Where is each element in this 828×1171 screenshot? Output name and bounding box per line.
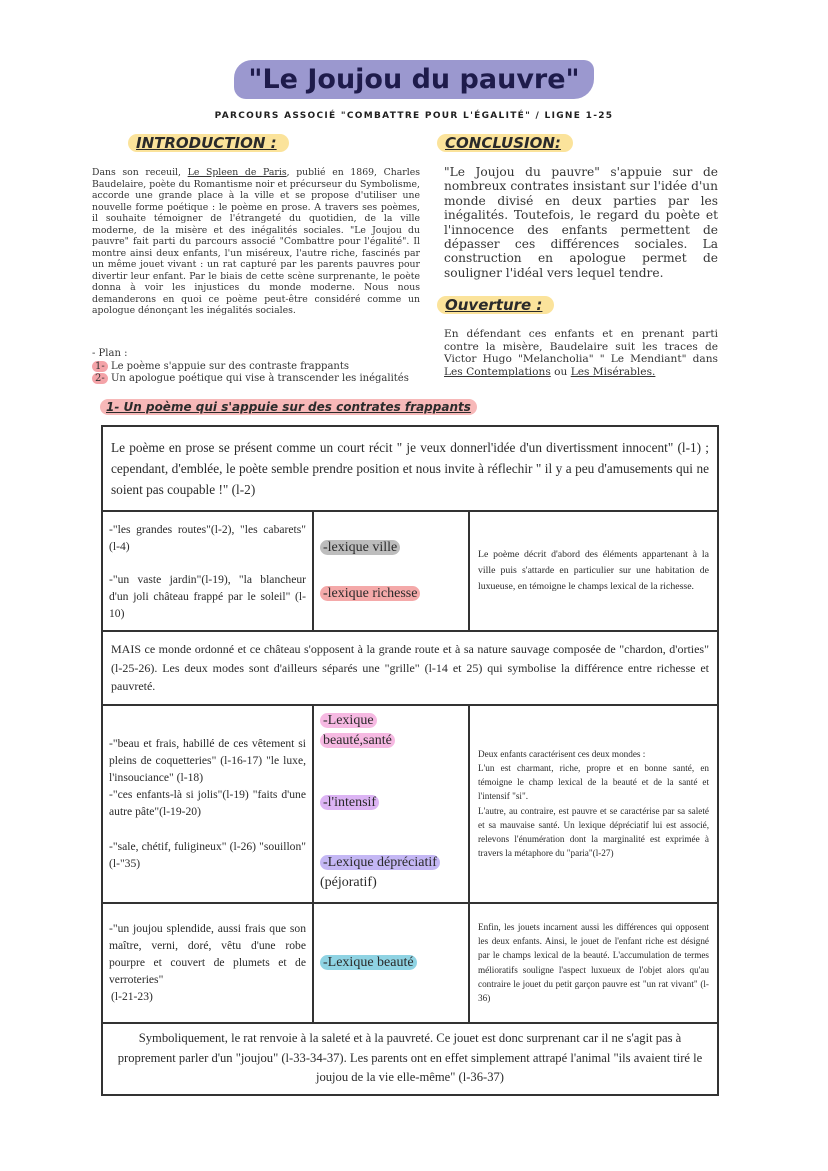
- quotes-cell: [102, 705, 313, 903]
- plan-item: [92, 373, 420, 386]
- lexique-richesse-label: -lexique richesse: [320, 586, 420, 601]
- quote-group: -"ces enfants-là si jolis"(l-19) "faits d'une autre pâte"(l-19-20): [109, 788, 306, 818]
- work-miserables: Les Misérables.: [570, 365, 656, 378]
- work-contemplations: Les Contemplations: [444, 365, 551, 378]
- comment-line: L'un est charmant, riche, propre et en bonne santé, en témoigne le champ lexical de la beauté et de la santé et l'intensif "si".: [478, 762, 709, 802]
- comment-cell: Enfin, les jouets incarnent aussi les différences qui opposent les deux enfants. Ainsi, le jouet de l'enfant riche est désigné par le champs lexical de la beauté. L'accumulation de termes mélioratifs souligne l'aspect luxueux de l'objet alors qu'au contraire le jouet du petit garçon pauvre est "un rat vivant" (l-36): [469, 903, 718, 1023]
- comment-line: Deux enfants caractérisent ces deux mondes :: [478, 748, 646, 759]
- comment-line: L'autre, au contraire, est pauvre et se caractérise par sa saleté et sa mauvaise santé. Un lexique dépréciatif lui est associé, relevons l'énumération dont la marginalité est exprimée à travers la métaphore du "paria"(l-27): [478, 805, 709, 859]
- quote-group: -"les grandes routes"(l-2), "les cabarets" (l-4): [109, 522, 306, 553]
- lexique-cell: [313, 705, 469, 903]
- conclusion-heading-wrap: [437, 134, 573, 153]
- quote-ref: (l-21-23): [111, 990, 153, 1003]
- page-subtitle: PARCOURS ASSOCIÉ "COMBATTRE POUR L'ÉGALITÉ" / LIGNE 1-25: [214, 111, 614, 121]
- table-row: [102, 705, 718, 903]
- introduction-heading-wrap: [128, 134, 289, 153]
- plan-item: [92, 361, 420, 374]
- quote-group: -"un vaste jardin"(l-19), "la blancheur d'un joli château frappé par le soleil" (l-10): [109, 572, 306, 620]
- quote-group: -"beau et frais, habillé de ces vêtement si pleins de coquetteries" (l-16-17) "le luxe, l'insouciance" (l-18): [109, 737, 306, 784]
- ouverture-heading: Ouverture :: [437, 296, 554, 314]
- ouverture-body: En défendant ces enfants et en prenant parti contre la misère, Baudelaire suit les traces de Victor Hugo "Melancholia" " Le Mendiant" dans: [444, 328, 718, 366]
- intro-row-cell: Le poème en prose se présent comme un court récit " je veux donnerl'idée d'un divertissment innocent" (l-1) ; cependant, d'emblée, le poète semble prendre position et nous invite à réflechir " il y a peu d'amusements qui ne soient pas coupable !" (l-2): [102, 426, 718, 511]
- table-row: [102, 1023, 718, 1095]
- lexique-beaute-sante-label: -Lexique: [320, 713, 377, 728]
- final-row-cell: Symboliquement, le rat renvoie à la saleté et à la pauvreté. Ce jouet est donc surprenant car il ne s'agit pas à proprement parler d'un "joujou" (l-33-34-37). Les parents ont en effet simplement attrapé l'animal "ils avaient tiré le joujou de la vie elle-même" (l-36-37): [102, 1023, 718, 1095]
- plan-label: - Plan :: [92, 348, 128, 359]
- table-row: [102, 426, 718, 511]
- table-row: [102, 631, 718, 705]
- ouverture-connector: ou: [550, 365, 571, 378]
- middle-row-cell: MAIS ce monde ordonné et ce château s'opposent à la grande route et à sa nature sauvage composée de "chardon, d'orties" (l-25-26). Les deux modes sont d'ailleurs séparés une "grille" (l-14 et 25) qui symbolise la différence entre richesse et pauvreté.: [102, 631, 718, 705]
- plan-block: [92, 348, 420, 386]
- lexique-depreciatif-label: -Lexique dépréciatif: [320, 855, 440, 870]
- conclusion-heading: CONCLUSION:: [437, 134, 573, 152]
- introduction-text: [92, 167, 420, 317]
- intro-text-rest: , publié en 1869, Charles Baudelaire, poète du Romantisme noir et précurseur du Symbolisme, accorde une grande place à la ville et se propose d'utiliser une nouvelle forme poétique : le poème en prose. A travers ses poèmes, il souhaite témoigner de l'étrangeté du quotidien, de la ville moderne, de la misère et des inégalités sociales. "Le Joujou du pauvre" fait parti du parcours associé "Combattre pour l'égalité". Il montre ainsi deux enfants, l'un miséreux, l'autre riche, fascinés par un même jouet vivant : un rat capturé par les parents pauvres pour divertir leur enfant. Par le biais de cette scène surprenante, le poète donna à voir les injustices du monde moderne. Nous nous demanderons en quoi ce poème peut-être considéré comme un apologue dénonçant les inégalités sociales.: [92, 167, 420, 316]
- part1-heading: 1- Un poème qui s'appuie sur des contrates frappants: [100, 399, 477, 415]
- lexique-ville-label: -lexique ville: [320, 540, 400, 555]
- lexique-beaute-sante-label-2: beauté,santé: [320, 733, 395, 748]
- book-title-spleen: Le Spleen de Paris: [187, 167, 287, 178]
- page-title: "Le Joujou du pauvre": [234, 60, 593, 99]
- introduction-heading: INTRODUCTION :: [128, 134, 289, 152]
- quote-group: -"un joujou splendide, aussi frais que son maître, verni, doré, vêtu d'une robe pourpre et couvert de plumets et de verroteries": [109, 922, 306, 986]
- plan-item-text: Un apologue poétique qui vise à transcender les inégalités: [110, 373, 409, 384]
- lexique-beaute-label: -Lexique beauté: [320, 955, 417, 970]
- intensif-label: -l'intensif: [320, 795, 379, 810]
- title-block: [0, 60, 828, 99]
- conclusion-text: "Le Joujou du pauvre" s'appuie sur de nombreux contrates insistant sur l'idée d'un monde divisé en deux parties par les inégalités. Toutefois, le regard du poète et l'innocence des enfants permettent de dépasser ces différences sociales. La construction en apologue permet de souligner l'idéal vers lequel tendre.: [444, 165, 718, 280]
- ouverture-heading-wrap: [437, 296, 554, 315]
- table-row: [102, 511, 718, 631]
- intro-text-start: Dans son receuil,: [92, 167, 188, 178]
- analysis-table: [101, 425, 719, 1096]
- comment-cell: [469, 705, 718, 903]
- pejoratif-label: (péjoratif): [320, 874, 377, 890]
- plan-item-number: 2-: [92, 373, 108, 384]
- lexique-cell: [313, 511, 469, 631]
- plan-item-number: 1-: [92, 361, 108, 372]
- quotes-cell: [102, 511, 313, 631]
- quotes-cell: [102, 903, 313, 1023]
- lexique-cell: [313, 903, 469, 1023]
- ouverture-text: [444, 328, 718, 378]
- quote-group: -"sale, chétif, fuligineux" (l-26) "souillon"(l-"35): [109, 840, 306, 870]
- table-row: [102, 903, 718, 1023]
- plan-item-text: Le poème s'appuie sur des contraste frappants: [110, 360, 350, 372]
- comment-cell: Le poème décrit d'abord des éléments appartenant à la ville puis s'attarde en particulier sur une habitation de luxueuse, en témoigne le champs lexical de la richesse.: [469, 511, 718, 631]
